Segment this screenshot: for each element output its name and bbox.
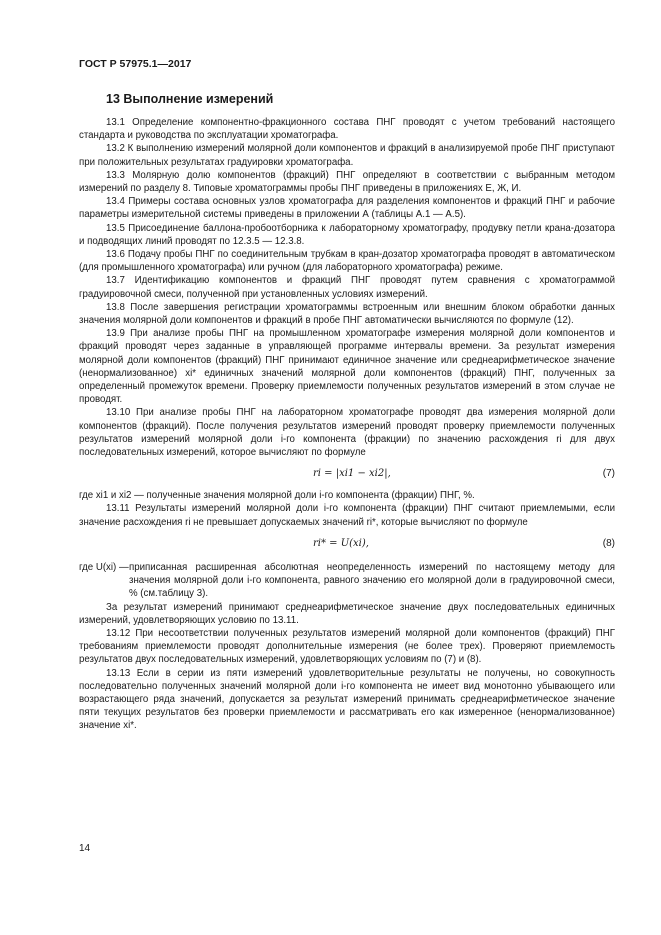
document-header: ГОСТ Р 57975.1—2017 [79,58,192,70]
paragraph-result: За результат измерений принимают среднеарифметическое значение двух последовательных единичных измерений, удовлетворяющих условию по 13.11. [79,601,615,626]
paragraph-13-5: 13.5 Присоединение баллона-пробоотборника к лабораторному хроматографу, продувку петли крана-дозатора и подводящих линий проводят по 12.3.5 — 12.3.8. [79,222,615,247]
section-title: 13 Выполнение измерений [106,92,274,106]
formula-7 [79,463,615,489]
paragraph-13-4: 13.4 Примеры состава основных узлов хроматографа для разделения компонентов и фракций ПНГ и рабочие параметры измерительной системы приведены в приложении А (таблицы А.1 — А.5). [79,196,615,221]
paragraph-13-7: 13.7 Идентификацию компонентов и фракций ПНГ проводят путем сравнения с хроматограммой градуировочной смеси, полученной при установленных условиях измерений. [79,275,615,300]
paragraph-13-2: 13.2 К выполнению измерений молярной доли компонентов и фракций в анализируемой пробе ПНГ приступают при положительных результатах градуировки хроматографа. [79,143,615,168]
paragraph-13-13: 13.13 Если в серии из пяти измерений удовлетворительные результаты не получены, но совокупность последовательно полученных значений молярной доли i-го компонента не имеет вид монотонно убывающего или возрастающего ряда значений, допускается за результат измерений принимать среднеарифметическое значение пяти текущих результатов без проверки приемлемости и рассматривать его как измеренное (ненормализованное) значение xi*. [79,667,615,732]
paragraph-13-11: 13.11 Результаты измерений молярной доли i-го компонента (фракции) ПНГ считают приемлемыми, если значение расхождения ri не превышает допускаемых значений ri*, которые вычисляют по формуле [79,503,615,528]
formula-7-number: (7) [602,468,615,480]
definition-term: где U(xi) — [79,561,129,573]
formula-7-expression: ri = |xi1 − xi2|, [313,468,391,480]
paragraph-13-9: 13.9 При анализе пробы ПНГ на промышленном хроматографе измерения молярной доли компонентов и фракций проводят через заданные в управляющей программе интервалы времени. За результат измерения молярной доли компонентов (фракций) ПНГ принимают единичное значение или среднеарифметическое значение (ненормализованное) xi* единичных значений молярной доли компонентов (фракций) ПНГ, полученных за определенный промежуток времени. Проверку приемлемости полученных результатов измерений в этом случае не проводят. [79,328,615,406]
paragraph-13-10: 13.10 При анализе пробы ПНГ на лабораторном хроматографе проводят два измерения молярной доли компонентов (фракций). После получения результатов измерений проводят проверку приемлемости полученных результатов измерений молярной доли i-го компонента (фракции) по значению расхождения ri для двух последовательных измерений, которое вычисляют по формуле [79,407,615,459]
page-number: 14 [79,843,91,854]
formula-8-number: (8) [602,537,615,549]
formula-7-where: где xi1 и xi2 — полученные значения молярной доли i-го компонента (фракции) ПНГ, %. [79,490,475,502]
paragraph-13-3: 13.3 Молярную долю компонентов (фракций) ПНГ определяют в соответствии с выбранным методом измерений по разделу 8. Типовые хроматограммы пробы ПНГ приведены в приложениях Е, Ж, И. [79,169,615,195]
formula-8-definition [79,561,615,601]
formula-8-expression: ri* = U(xi), [313,537,369,549]
paragraph-13-8: 13.8 После завершения регистрации хроматограммы встроенным или внешним блоком обработки данных значения молярной доли компонентов и фракций в пробе ПНГ автоматически вычисляются по формуле (12). [79,301,615,327]
document-body [79,116,615,733]
definition-description: приписанная расширенная абсолютная неопределенность измерений по настоящему методу для значения молярной доли i-го компонента, равного значению его молярной доли в градуировочной смеси, % (см.таблицу 3). [129,561,615,600]
paragraph-13-6: 13.6 Подачу пробы ПНГ по соединительным трубкам в кран-дозатор хроматографа проводят в автоматическом (для промышленного хроматографа) или ручном (для лабораторного хроматографа) режиме. [79,249,615,274]
paragraph-13-12: 13.12 При несоответствии полученных результатов измерений молярной доли компонентов (фракций) ПНГ требованиям приемлемости проводят дополнительные измерения (не более трех). Проверяют приемлемость результатов двух последовательных измерений, удовлетворяющих условиям по (7) и (8). [79,627,615,666]
paragraph-13-1: 13.1 Определение компонентно-фракционного состава ПНГ проводят с учетом требований настоящего стандарта и руководства по эксплуатации хроматографа. [79,117,615,142]
formula-8 [79,533,615,559]
